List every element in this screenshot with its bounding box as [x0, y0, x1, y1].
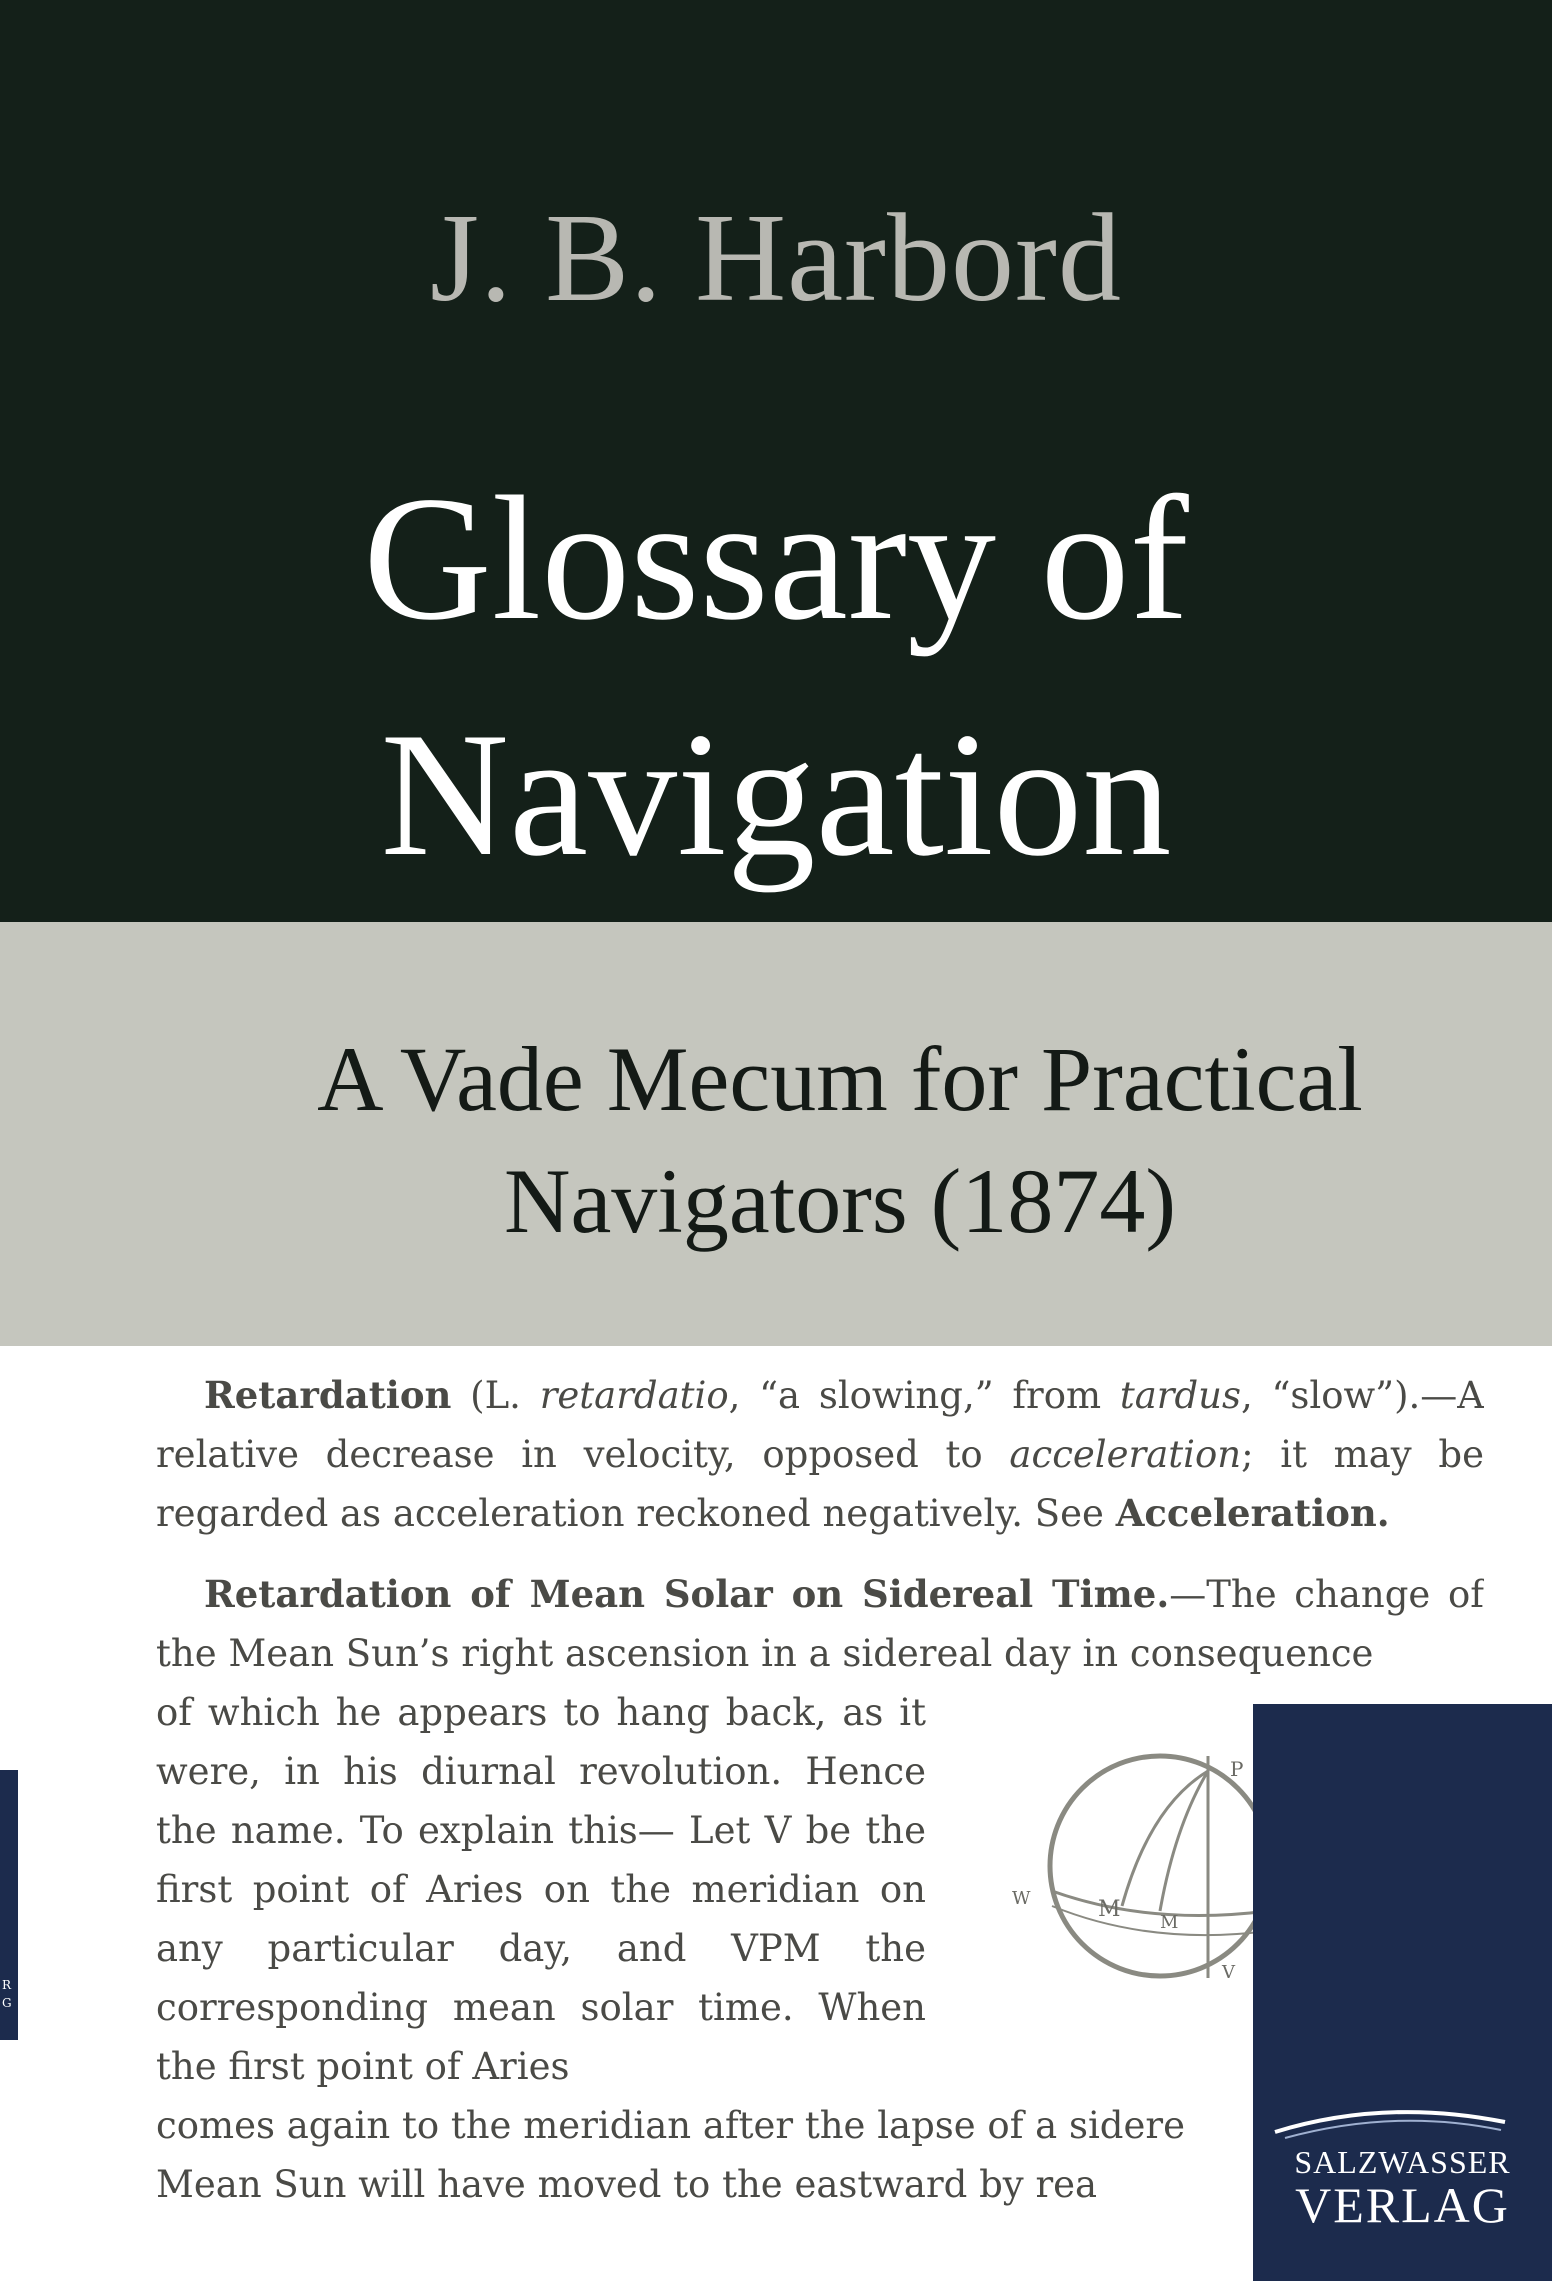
entry-italic: acceleration — [1009, 1433, 1242, 1476]
label-p: P — [1230, 1757, 1244, 1781]
entry-term: Retardation — [204, 1373, 452, 1417]
entry-text-tail-2: Mean Sun will have moved to the eastward by rea — [156, 2163, 1098, 2206]
publisher-panel — [1253, 1704, 1552, 2281]
entry-wrapped-text: of which he appears to hang back, as it were, in his diurnal revolution. Hence the name. To explain this— Let V be the first point of Aries on the meridian on any particular day, and VPM the corresponding mean solar time. When the first point of Aries — [156, 1691, 926, 2088]
entry-retardation-mean-solar — [156, 1565, 1484, 1683]
book-title-line-2: Navigation — [380, 695, 1172, 893]
publisher-wave-icon — [1265, 2102, 1515, 2142]
book-subtitle — [160, 1018, 1520, 1262]
entry-see-reference: Acceleration. — [1115, 1491, 1390, 1535]
sphere-outline — [1050, 1756, 1270, 1976]
book-subtitle-line-1: A Vade Mecum for Practical — [317, 1028, 1363, 1130]
entry-text: (L. — [470, 1374, 540, 1417]
entry-text: , “a slowing,” from — [728, 1374, 1120, 1417]
entry-italic: tardus — [1119, 1374, 1241, 1417]
label-m2: M — [1160, 1912, 1179, 1933]
entry-text: —The change of the Mean Sun’s right ascension in a sidereal day in consequence — [156, 1573, 1484, 1675]
spine-text: R — [2, 1978, 12, 1992]
spine-text: G — [2, 1996, 12, 2010]
entry-term: Retardation of Mean Solar on Sidereal Time. — [204, 1572, 1170, 1616]
entry-italic: retardatio — [539, 1374, 729, 1417]
book-subtitle-line-2: Navigators (1874) — [504, 1150, 1176, 1252]
label-v: V — [1222, 1962, 1235, 1983]
publisher-name-line-1: SALZWASSER — [1294, 2144, 1511, 2180]
entry-text: ; it may be regarded as acceleration reckoned negatively. See — [156, 1433, 1484, 1535]
label-w: W — [1012, 1888, 1031, 1909]
spine-edge-block — [0, 1770, 18, 2040]
entry-text-tail-1: comes again to the meridian after the lapse of a sidere — [156, 2104, 1185, 2147]
celestial-sphere-diagram — [1000, 1716, 1270, 1996]
author-name: J. B. Harbord — [430, 189, 1122, 328]
hour-circle-2 — [1160, 1771, 1208, 1911]
book-title — [0, 440, 1552, 912]
label-m1: M — [1098, 1897, 1121, 1922]
publisher-name-line-2: VERLAG — [1295, 2177, 1510, 2233]
book-title-line-1: Glossary of — [363, 459, 1189, 657]
entry-retardation — [156, 1366, 1484, 1543]
entry-text: , “slow”).—A relative decrease in velocity, opposed to — [156, 1374, 1484, 1476]
